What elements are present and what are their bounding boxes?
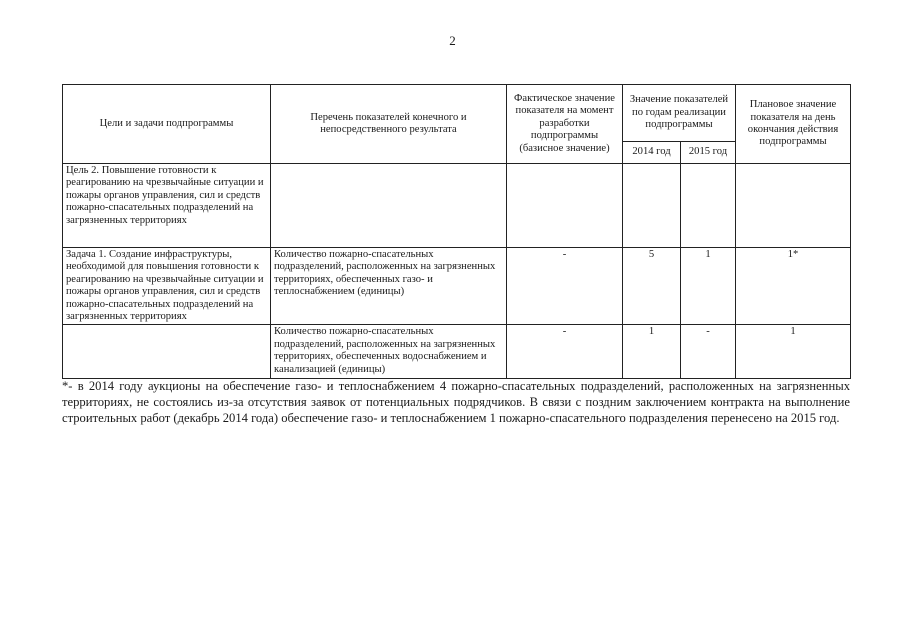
header-year-2015: 2015 год: [681, 142, 736, 164]
header-values-by-year: Значение показателей по годам реализации подпрограммы: [623, 85, 736, 142]
footnote: [62, 378, 850, 426]
goal-empty-cell: [681, 164, 736, 248]
planned-value-cell: 1: [736, 325, 851, 379]
actual-value-cell: -: [507, 248, 623, 325]
planned-value-cell: 1*: [736, 248, 851, 325]
actual-value-cell: -: [507, 325, 623, 379]
header-planned-value: Плановое значение показателя на день окончания действия подпрограммы: [736, 85, 851, 164]
task-continuation-cell: [63, 325, 271, 379]
header-goals: Цели и задачи подпрограммы: [63, 85, 271, 164]
task-text: Задача 1. Создание инфраструктуры, необходимой для повышения готовности к реагированию на чрезвычайные ситуации и пожары органов управления, сил и средств пожарно-спасательных подразделений на загрязненных территориях: [63, 248, 271, 325]
indicator-cell: Количество пожарно-спасательных подразделений, расположенных на загрязненных территориях, обеспеченных водоснабжением и канализацией (единицы): [271, 325, 507, 379]
goal-empty-cell: [507, 164, 623, 248]
header-indicators: Перечень показателей конечного и непосредственного результата: [271, 85, 507, 164]
value-2014-cell: 1: [623, 325, 681, 379]
header-actual-value: Фактическое значение показателя на момент разработки подпрограммы (базисное значение): [507, 85, 623, 164]
goal-row: [63, 164, 851, 248]
page-number: 2: [449, 33, 456, 48]
table-row: [63, 248, 851, 325]
indicators-table: [62, 84, 851, 379]
value-2015-cell: -: [681, 325, 736, 379]
value-2014-cell: 5: [623, 248, 681, 325]
table-row: [63, 325, 851, 379]
goal-empty-cell: [271, 164, 507, 248]
goal-text: Цель 2. Повышение готовности к реагированию на чрезвычайные ситуации и пожары органов управления, сил и средств пожарно-спасательных подразделений на загрязненных территориях: [63, 164, 271, 248]
header-year-2014: 2014 год: [623, 142, 681, 164]
footnote-text: *- в 2014 году аукционы на обеспечение газо- и теплоснабжением 4 пожарно-спасательных подразделений, расположенных на загрязненных территориях, не состоялись из-за отсутствия заявок от потенциальных подрядчиков. В связи с поздним заключением контракта на выполнение строительных работ (декабрь 2014 года) обеспечение газо- и теплоснабжением 1 пожарно-спасательного подразделения перенесено на 2015 год.: [62, 379, 850, 426]
indicator-cell: Количество пожарно-спасательных подразделений, расположенных на загрязненных территориях, обеспеченных газо- и теплоснабжением (единицы): [271, 248, 507, 325]
goal-empty-cell: [623, 164, 681, 248]
value-2015-cell: 1: [681, 248, 736, 325]
goal-empty-cell: [736, 164, 851, 248]
